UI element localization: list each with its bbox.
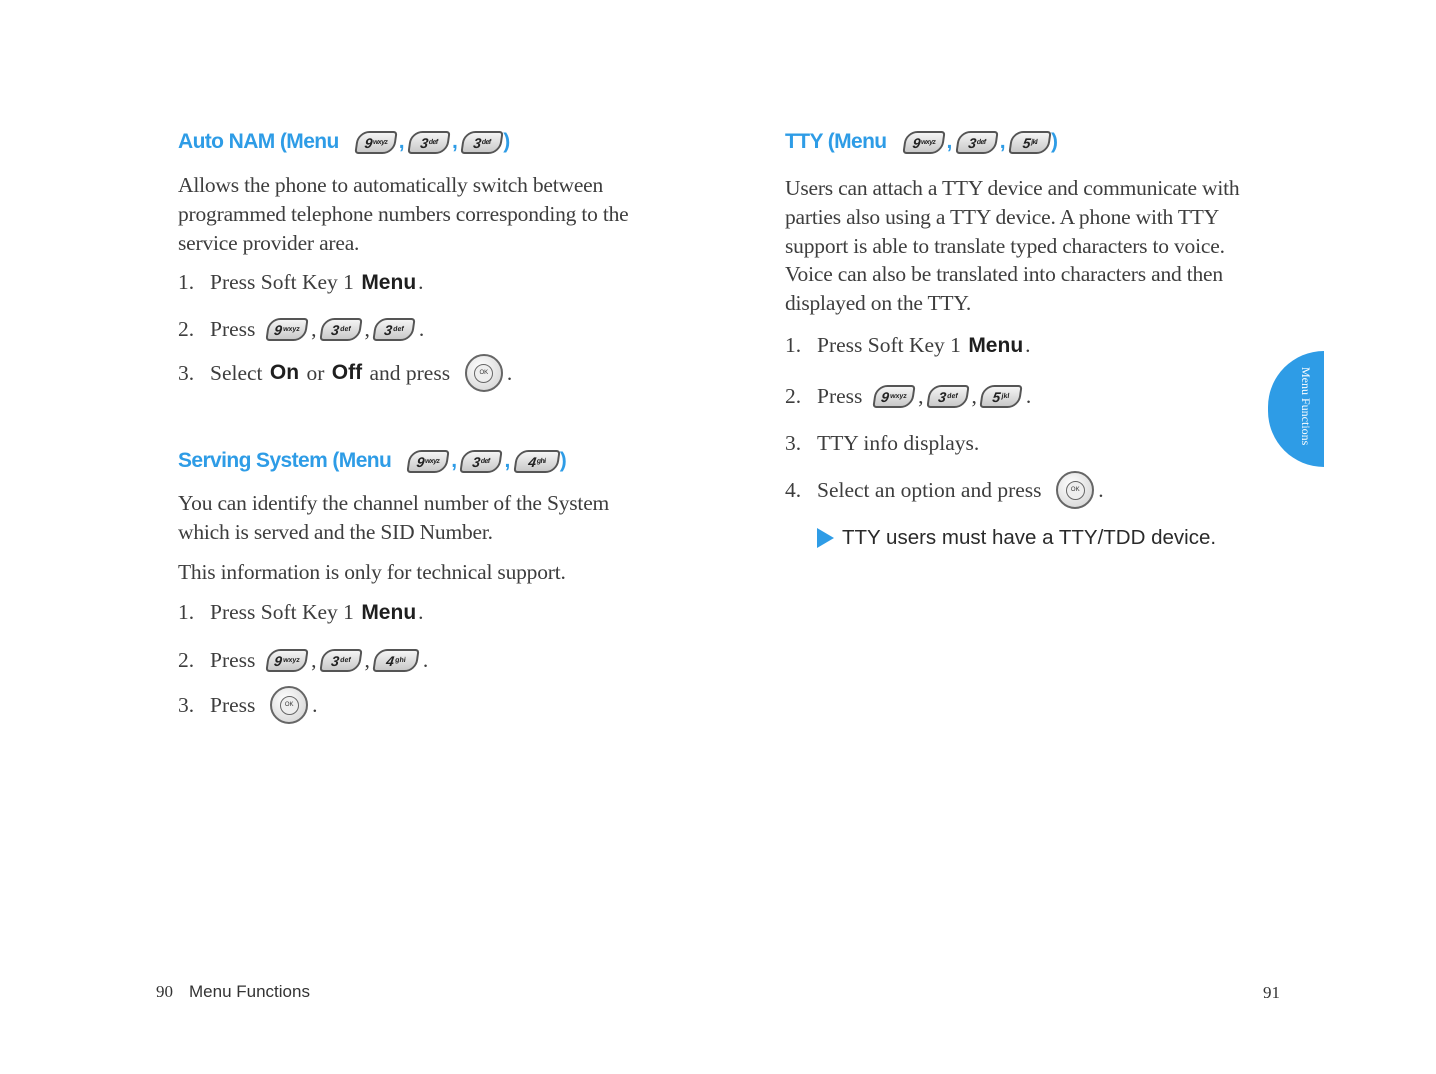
key-9-icon: 9 wxyz [266, 649, 309, 672]
key-4-icon: 4 ghi [372, 649, 419, 672]
serving-system-heading: Serving System (Menu 9 wxyz , 3 def , 4 ghi ) [178, 449, 567, 472]
key-9-icon: 9 wxyz [266, 318, 309, 341]
ok-button-icon: OK [465, 354, 503, 392]
page-number-left: 90 [156, 982, 173, 1001]
tty-description: Users can attach a TTY device and communicate with parties also using a TTY device. A phone with TTY support is able to translate typed characters to voice. Voice can also be translated into characters and then displayed on the TTY. [785, 176, 1240, 316]
auto-nam-step-1: 1. Press Soft Key 1 Menu . [178, 270, 424, 294]
arrow-right-icon [817, 528, 834, 548]
tty-step-4: 4. Select an option and press OK . [785, 471, 1104, 509]
serving-system-step-2: 2. Press 9 wxyz , 3 def , 4 ghi . [178, 648, 429, 672]
auto-nam-title: Auto NAM (Menu [178, 130, 339, 153]
serving-system-title: Serving System (Menu [178, 449, 392, 472]
tty-step-1: 1. Press Soft Key 1 Menu . [785, 333, 1031, 357]
ok-button-icon: OK [270, 686, 308, 724]
key-3-icon: 3 def [372, 318, 415, 341]
footer-left [156, 982, 310, 1002]
ok-button-icon: OK [1056, 471, 1094, 509]
tty-step-2: 2. Press 9 wxyz , 3 def , 5 jkl . [785, 384, 1032, 408]
auto-nam-step-2: 2. Press 9 wxyz , 3 def , 3 def . [178, 317, 425, 341]
key-5-icon: 5 jkl [979, 385, 1022, 408]
key-9-icon: 9 wxyz [873, 385, 916, 408]
tty-note: TTY users must have a TTY/TDD device. [817, 526, 1216, 550]
key-9-icon: 9 wxyz [407, 450, 450, 473]
key-9-icon: 9 wxyz [354, 131, 397, 154]
key-3-icon: 3 def [319, 649, 362, 672]
auto-nam-heading: Auto NAM (Menu 9 wxyz , 3 def , 3 def ) [178, 130, 510, 153]
key-5-icon: 5 jkl [1008, 131, 1051, 154]
side-section-tab: Menu Functions [1268, 351, 1324, 467]
serving-system-info: This information is only for technical support. [178, 560, 566, 584]
page-number-right: 91 [1263, 983, 1280, 1002]
footer-section-title: Menu Functions [189, 982, 310, 1001]
tty-step-3: 3. TTY info displays. [785, 431, 980, 455]
auto-nam-description: Allows the phone to automatically switch between programmed telephone numbers corresponding to the service provider area. [178, 173, 629, 255]
serving-system-description: You can identify the channel number of the System which is served and the SID Number. [178, 491, 610, 544]
serving-system-step-3: 3. Press OK . [178, 686, 318, 724]
tty-heading: TTY (Menu 9 wxyz , 3 def , 5 jkl ) [785, 130, 1058, 153]
key-3-icon: 3 def [460, 450, 503, 473]
auto-nam-step-3: 3. Select On or Off and press OK . [178, 354, 512, 392]
key-3-icon: 3 def [926, 385, 969, 408]
key-9-icon: 9 wxyz [902, 131, 945, 154]
tty-title: TTY (Menu [785, 130, 887, 153]
key-3-icon: 3 def [955, 131, 998, 154]
key-3-icon: 3 def [407, 131, 450, 154]
serving-system-step-1: 1. Press Soft Key 1 Menu . [178, 600, 424, 624]
key-3-icon: 3 def [461, 131, 504, 154]
key-4-icon: 4 ghi [513, 450, 560, 473]
key-3-icon: 3 def [319, 318, 362, 341]
